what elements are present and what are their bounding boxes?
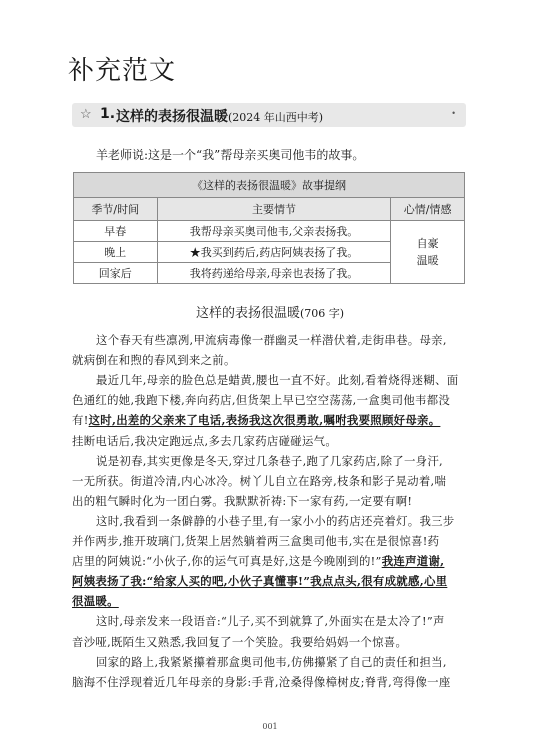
essay-text: 有! bbox=[72, 413, 89, 428]
essay-text: 色通红的她,我跑下楼,奔向药店,但货架上早已空空荡荡,一盒奥司他韦都没 bbox=[72, 393, 451, 408]
essay-line bbox=[72, 350, 236, 370]
header-feeling: 心情/情感 bbox=[391, 198, 465, 221]
page-title: 补充范文 bbox=[68, 56, 177, 86]
essay-line bbox=[96, 370, 458, 390]
essay-text: 并作两步,推开玻璃门,货架上居然躺着两三盒奥司他韦,实在是很惊喜!药 bbox=[72, 534, 440, 548]
row-plot: 我将药递给母亲,母亲也表扬了我。 bbox=[157, 263, 391, 284]
feeling-cell bbox=[391, 221, 465, 284]
essay-line bbox=[96, 330, 447, 350]
highlighted-text: 这时,出差的父亲来了电话,表扬我这次很勇敢,嘱咐我要照顾好母亲。 bbox=[88, 413, 441, 428]
essay-text: 出的粗气瞬时化为一团白雾。我默默祈祷:下一家有药,一定要有啊! bbox=[72, 493, 413, 508]
essay-text: 这时,母亲发来一段语音:“儿子,买不到就算了,外面实在是太冷了!”声 bbox=[96, 614, 445, 629]
essay-line bbox=[72, 571, 447, 591]
star-icon: ☆ bbox=[80, 107, 92, 122]
essay-title bbox=[0, 302, 540, 321]
row-season: 晚上 bbox=[74, 242, 158, 263]
row-plot: 我帮母亲买奥司他韦,父亲表扬我。 bbox=[157, 221, 391, 242]
essay-text: 一无所获。街道冷清,内心冰冷。树丫儿自立在路旁,枝条和影子晃动着,喘 bbox=[72, 473, 447, 488]
section-header bbox=[72, 103, 466, 127]
highlighted-text: 我连声道谢, bbox=[381, 554, 445, 569]
table-caption: 《这样的表扬很温暖》故事提纲 bbox=[74, 173, 465, 198]
essay-line bbox=[72, 591, 119, 611]
essay-line bbox=[96, 511, 455, 531]
essay-line bbox=[72, 551, 444, 571]
essay-line bbox=[96, 451, 443, 471]
essay-line bbox=[72, 531, 439, 551]
row-season: 早春 bbox=[74, 221, 158, 242]
essay-text: 挂断电话后,我决定跑远点,多去几家药店碰碰运气。 bbox=[72, 433, 338, 448]
essay-line bbox=[72, 632, 407, 652]
essay-line bbox=[72, 672, 451, 692]
essay-text: 音沙哑,既陌生又熟悉,我回复了一个笑脸。我要给妈妈一个惊喜。 bbox=[72, 634, 408, 649]
essay-line bbox=[72, 471, 446, 491]
essay-line bbox=[96, 652, 447, 672]
section-source: (2024 年山西中考) bbox=[228, 111, 324, 124]
highlighted-text: 阿姨表扬了我:“给家人买的吧,小伙子真懂事!”我点点头,很有成就感,心里 bbox=[72, 574, 448, 589]
essay-text: 店里的阿姨说:“小伙子,你的运气可真是好,这是今晚刚到的!” bbox=[72, 554, 382, 569]
essay-word-count: (706 字) bbox=[299, 307, 345, 320]
feeling-1: 自豪 bbox=[416, 237, 439, 250]
essay-line bbox=[72, 431, 337, 451]
row-season: 回家后 bbox=[74, 263, 158, 284]
section-title-text: 这样的表扬很温暖 bbox=[116, 109, 228, 125]
row-plot: ★我买到药后,药店阿姨表扬了我。 bbox=[157, 242, 391, 263]
essay-text: 就病倒在和煦的春风到来之前。 bbox=[72, 353, 236, 368]
bullet-dot-icon: • bbox=[451, 109, 456, 118]
page-number: 001 bbox=[262, 722, 278, 731]
essay-text: 最近几年,母亲的脸色总是蜡黄,腰也一直不好。此刻,看着烧得迷糊、面 bbox=[96, 373, 459, 388]
highlighted-text: 很温暖。 bbox=[72, 594, 119, 609]
feeling-2: 温暖 bbox=[416, 254, 439, 267]
essay-text: 回家的路上,我紧紧攥着那盒奥司他韦,仿佛攥紧了自己的责任和担当, bbox=[96, 654, 447, 669]
section-title bbox=[116, 106, 323, 126]
essay-line bbox=[72, 410, 440, 430]
table-row bbox=[74, 221, 465, 242]
essay-line bbox=[96, 611, 445, 631]
essay-text: 这个春天有些凛冽,甲流病毒像一群幽灵一样潜伏着,走街串巷。母亲, bbox=[96, 333, 447, 347]
essay-title-text: 这样的表扬很温暖 bbox=[195, 306, 300, 321]
header-plot: 主要情节 bbox=[157, 198, 391, 221]
section-number: 1. bbox=[100, 106, 116, 122]
header-season: 季节/时间 bbox=[74, 198, 158, 221]
intro-text: 羊老师说:这是一个“我”帮母亲买奥司他韦的故事。 bbox=[96, 148, 365, 162]
table-header-row bbox=[74, 198, 465, 221]
essay-text: 这时,我看到一条僻静的小巷子里,有一家小小的药店还亮着灯。我三步 bbox=[96, 513, 455, 528]
essay-text: 脑海不住浮现着近几年母亲的身影:手背,沧桑得像樟树皮;脊背,弯得像一座 bbox=[72, 674, 451, 689]
essay-line bbox=[72, 390, 450, 410]
essay-text: 说是初春,其实更像是冬天,穿过几条巷子,跑了几家药店,除了一身汗, bbox=[96, 453, 443, 468]
story-outline-table bbox=[73, 172, 465, 284]
essay-line bbox=[72, 491, 412, 511]
